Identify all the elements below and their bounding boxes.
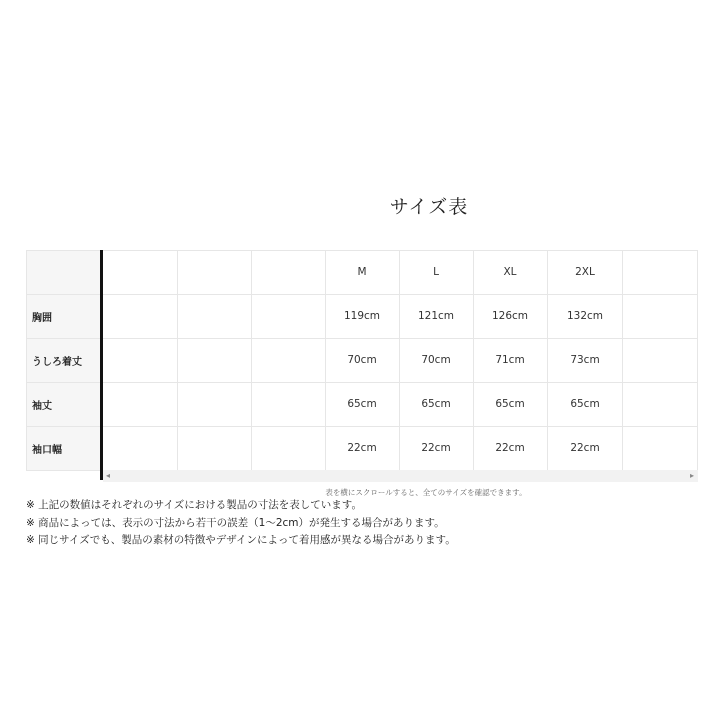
- row-label-chest: 胸囲: [32, 312, 52, 324]
- table-cell: 65cm: [347, 398, 377, 410]
- note-item: ※ 商品によっては、表示の寸法から若干の誤差（1〜2cm）が発生する場合があります。: [26, 516, 445, 529]
- size-header-xl: XL: [503, 266, 517, 278]
- table-cell: 126cm: [491, 310, 529, 322]
- table-cell: 121cm: [417, 310, 455, 322]
- grid-line: [251, 250, 252, 470]
- table-cell: 65cm: [421, 398, 451, 410]
- table-cell: 70cm: [347, 354, 377, 366]
- table-cell: 22cm: [495, 442, 525, 454]
- grid-line: [177, 250, 178, 470]
- table-cell: 132cm: [566, 310, 604, 322]
- size-header-2xl: 2XL: [575, 266, 595, 278]
- page-title: サイズ表: [389, 196, 469, 218]
- table-cell: 65cm: [570, 398, 600, 410]
- row-label-cuff-width: 袖口幅: [32, 444, 62, 456]
- size-header-l: L: [433, 266, 439, 278]
- sticky-column-divider: [100, 250, 103, 480]
- table-cell: 73cm: [570, 354, 600, 366]
- table-cell: 119cm: [343, 310, 381, 322]
- horizontal-scrollbar[interactable]: [103, 470, 698, 482]
- table-cell: 65cm: [495, 398, 525, 410]
- row-label-back-length: うしろ着丈: [32, 356, 82, 368]
- grid-line: [622, 250, 623, 470]
- table-cell: 22cm: [570, 442, 600, 454]
- size-table: [26, 250, 698, 482]
- grid-line: [697, 250, 698, 470]
- scroll-left-icon[interactable]: ◂: [106, 471, 111, 480]
- scroll-right-icon[interactable]: ▸: [689, 471, 694, 480]
- table-cell: 71cm: [495, 354, 525, 366]
- table-cell: 22cm: [347, 442, 377, 454]
- table-cell: 22cm: [421, 442, 451, 454]
- note-item: ※ 上記の数値はそれぞれのサイズにおける製品の寸法を表しています。: [26, 499, 362, 511]
- table-cell: 70cm: [421, 354, 451, 366]
- row-label-sleeve-length: 袖丈: [32, 400, 52, 412]
- note-item: ※ 同じサイズでも、製品の素材の特徴やデザインによって着用感が異なる場合があります。: [26, 534, 456, 546]
- scroll-hint: 表を横にスクロールすると、全てのサイズを確認できます。: [325, 488, 527, 497]
- notes-list: [26, 497, 706, 550]
- size-header-m: M: [357, 266, 367, 278]
